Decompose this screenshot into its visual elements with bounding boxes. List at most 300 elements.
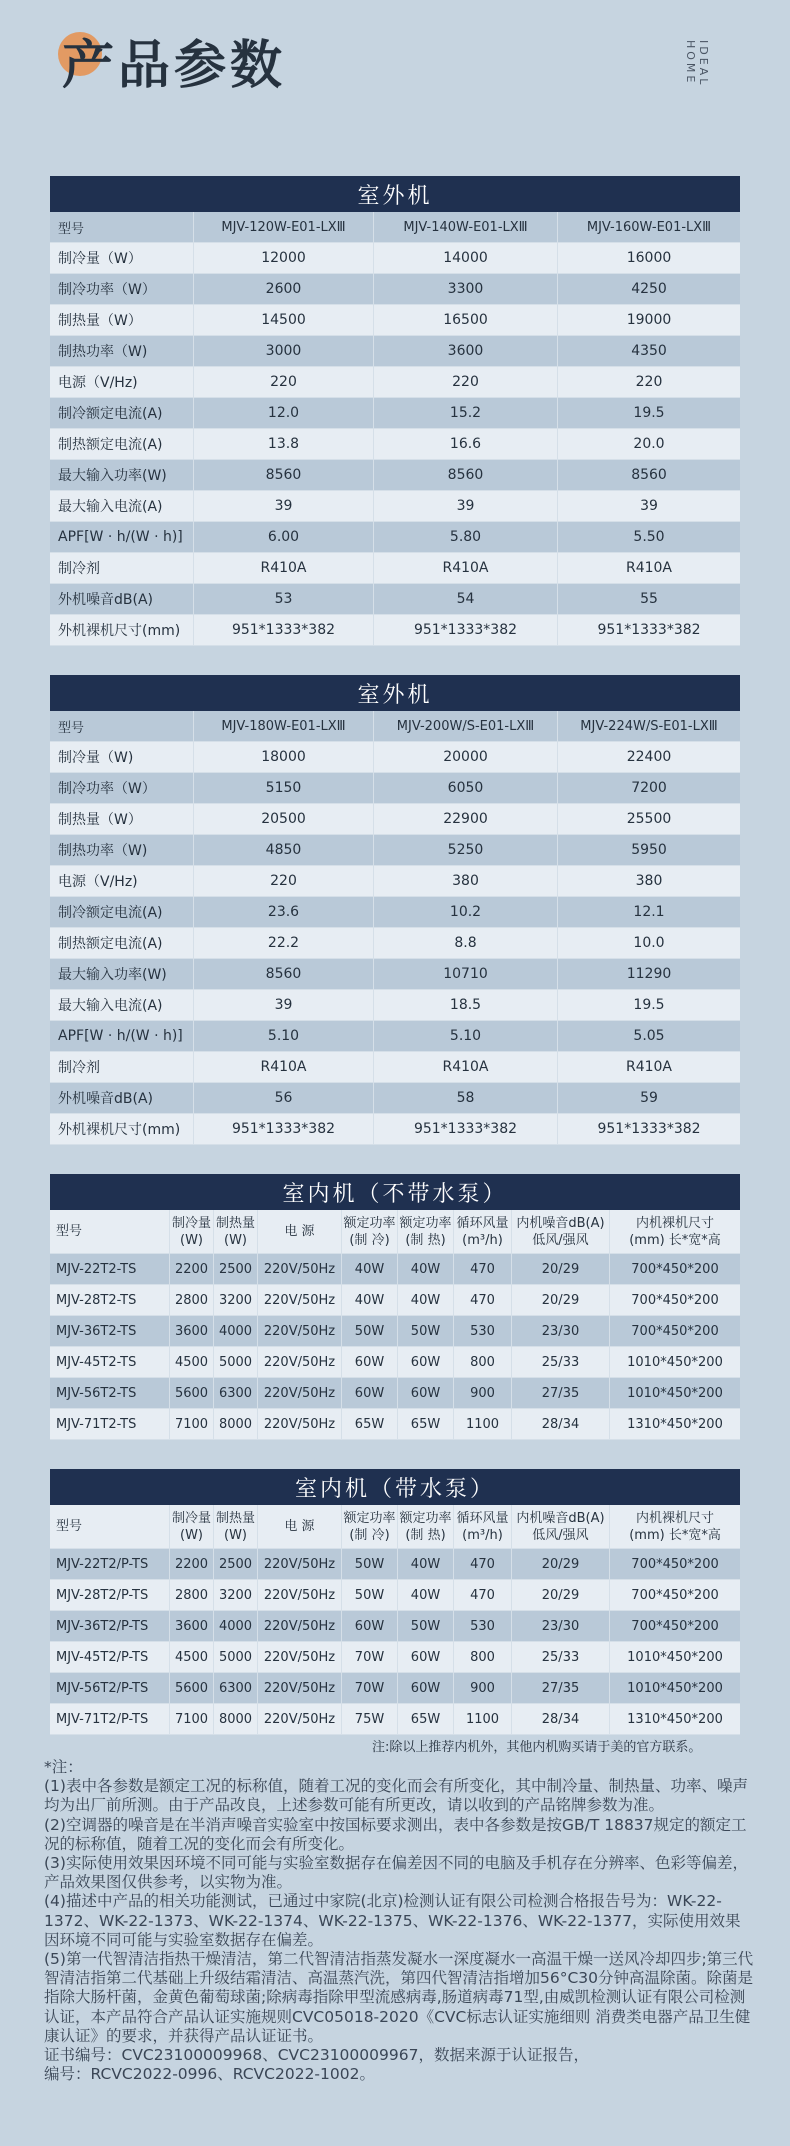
note-paragraph: 证书编号：CVC23100009968、CVC23100009967，数据来源于认证报告，: [44, 2046, 589, 2065]
row-value: 6300: [214, 1378, 258, 1409]
model-name: MJV-56T2-TS: [50, 1378, 170, 1409]
note-paragraph: 编号：RCVC2022-0996、RCVC2022-1002。: [44, 2065, 375, 2084]
row-label: 制热功率（W): [50, 336, 194, 367]
row-value: 2200: [170, 1254, 214, 1285]
row-value: 18000: [194, 742, 374, 773]
row-value: 50W: [398, 1611, 454, 1642]
row-value: 39: [558, 491, 740, 522]
column-header: [454, 1210, 512, 1254]
row-value: 700*450*200: [610, 1611, 740, 1642]
table-row: [50, 897, 740, 928]
row-value: 20000: [374, 742, 558, 773]
row-label: 制冷剂: [50, 1052, 194, 1083]
row-value: 1010*450*200: [610, 1673, 740, 1704]
row-value: 59: [558, 1083, 740, 1114]
row-value: R410A: [374, 553, 558, 584]
row-value: 3600: [374, 336, 558, 367]
row-value: 5.80: [374, 522, 558, 553]
row-value: 4500: [170, 1347, 214, 1378]
row-value: 13.8: [194, 429, 374, 460]
row-value: 5.50: [558, 522, 740, 553]
row-value: 40W: [398, 1580, 454, 1611]
row-value: 951*1333*382: [194, 615, 374, 646]
row-value: 700*450*200: [610, 1285, 740, 1316]
table-row: [50, 491, 740, 522]
row-value: 8000: [214, 1704, 258, 1735]
column-header-line: (W): [224, 1527, 247, 1543]
table-row: [50, 1083, 740, 1114]
column-header: [258, 1505, 342, 1549]
row-value: 39: [194, 491, 374, 522]
row-value: 19000: [558, 305, 740, 336]
row-value: 951*1333*382: [194, 1114, 374, 1145]
column-header: [258, 1210, 342, 1254]
row-value: 1010*450*200: [610, 1347, 740, 1378]
row-label: 电源（V/Hz): [50, 367, 194, 398]
row-value: 800: [454, 1642, 512, 1673]
model-label: 型号: [50, 711, 194, 742]
row-value: 700*450*200: [610, 1580, 740, 1611]
column-header-line: (m³/h): [462, 1232, 503, 1248]
notes-block: [44, 1758, 754, 2084]
column-header: [170, 1210, 214, 1254]
row-label: 外机噪音dB(A): [50, 584, 194, 615]
row-value: 23/30: [512, 1611, 610, 1642]
table-row: [50, 1347, 740, 1378]
row-label: 制热量（W）: [50, 305, 194, 336]
column-header-line: 内机裸机尺寸: [636, 1510, 715, 1526]
row-value: 700*450*200: [610, 1549, 740, 1580]
model-label: 型号: [50, 212, 194, 243]
column-header-line: (制 热): [405, 1527, 446, 1543]
column-header-line: 额定功率: [343, 1510, 396, 1526]
row-value: 220V/50Hz: [258, 1409, 342, 1440]
column-header: [170, 1505, 214, 1549]
model-name: MJV-180W-E01-LXⅢ: [194, 711, 374, 742]
table-row: [50, 1021, 740, 1052]
row-value: 40W: [398, 1285, 454, 1316]
brand-line-1: IDEAL: [697, 40, 710, 88]
row-value: 220V/50Hz: [258, 1642, 342, 1673]
row-value: 16000: [558, 243, 740, 274]
row-value: 951*1333*382: [374, 1114, 558, 1145]
table-row: [50, 1316, 740, 1347]
row-value: 2800: [170, 1580, 214, 1611]
row-value: 28/34: [512, 1409, 610, 1440]
row-value: 6050: [374, 773, 558, 804]
model-name: MJV-28T2-TS: [50, 1285, 170, 1316]
column-header: [50, 1210, 170, 1254]
row-value: 27/35: [512, 1378, 610, 1409]
row-value: 75W: [342, 1704, 398, 1735]
row-value: 20500: [194, 804, 374, 835]
row-label: 制热额定电流(A): [50, 429, 194, 460]
table-title: 室外机: [50, 675, 740, 711]
row-value: 70W: [342, 1642, 398, 1673]
note-paragraph: (5)第一代智清洁指热干燥清洁，第二代智清洁指蒸发凝水一深度凝水一高温干燥一送风冷却四步;第三代智清洁指第二代基础上升级结霜清洁、高温蒸汽洗，第四代智清洁指增加56°C30分钟高温除菌。除菌是指除大肠杆菌，金黄色葡萄球菌;除病毒指除甲型流感病毒,肠道病毒71型,由威凯检测认证有限公司检测认证，本产品符合产品认证实施规则CVC05018-2020《CVC标志认证实施细则 消费类电器产品卫生健康认证》的要求，并获得产品认证证书。: [44, 1950, 754, 2045]
row-value: 3300: [374, 274, 558, 305]
table-row: [50, 553, 740, 584]
row-value: 10.2: [374, 897, 558, 928]
row-value: 220: [374, 367, 558, 398]
column-header: [342, 1505, 398, 1549]
table-row: [50, 398, 740, 429]
row-label: APF[W · h/(W · h)]: [50, 522, 194, 553]
row-value: 50W: [398, 1316, 454, 1347]
row-label: 制冷剂: [50, 553, 194, 584]
table-row: [50, 1254, 740, 1285]
column-header-line: 内机噪音dB(A): [516, 1510, 605, 1526]
note-paragraph: (2)空调器的噪音是在半消声噪音实验室中按国标要求测出，表中各参数是按GB/T 18837规定的额定工况的标称值，随着工况的变化而会有所变化。: [44, 1815, 747, 1853]
model-name: MJV-160W-E01-LXⅢ: [558, 212, 740, 243]
row-value: 5.10: [374, 1021, 558, 1052]
table-header-row: [50, 1174, 740, 1210]
row-value: 380: [374, 866, 558, 897]
row-label: 制热量（W）: [50, 804, 194, 835]
row-value: 800: [454, 1347, 512, 1378]
model-name: MJV-22T2/P-TS: [50, 1549, 170, 1580]
row-value: 220V/50Hz: [258, 1316, 342, 1347]
row-label: 最大输入电流(A): [50, 491, 194, 522]
row-value: 530: [454, 1611, 512, 1642]
row-value: 1100: [454, 1704, 512, 1735]
row-value: 25/33: [512, 1347, 610, 1378]
table-title: 室内机（不带水泵）: [50, 1174, 740, 1210]
note-paragraph: *注：: [44, 1758, 83, 1776]
row-label: 制冷额定电流(A): [50, 398, 194, 429]
table-row: [50, 1549, 740, 1580]
table-row: [50, 990, 740, 1021]
note-paragraph: (3)实际使用效果因环境不同可能与实验室数据存在偏差因不同的电脑及手机存在分辨率、色彩等偏差，产品效果图仅供参考，以实物为准。: [44, 1854, 748, 1892]
row-value: 60W: [398, 1378, 454, 1409]
row-value: 220V/50Hz: [258, 1285, 342, 1316]
column-header-line: 制冷量: [171, 1510, 211, 1526]
column-header-line: 制热量: [215, 1215, 255, 1231]
row-value: 951*1333*382: [374, 615, 558, 646]
row-label: 制冷量（W): [50, 742, 194, 773]
row-value: 8.8: [374, 928, 558, 959]
row-value: 60W: [398, 1347, 454, 1378]
row-value: 27/35: [512, 1673, 610, 1704]
row-value: 5150: [194, 773, 374, 804]
row-value: 4500: [170, 1642, 214, 1673]
note-paragraph: (1)表中各参数是额定工况的标称值，随着工况的变化而会有所变化，其中制冷量、制热量、功率、噪声均为出厂前所测。由于产品改良，上述参数可能有所更改，请以收到的产品铭牌参数为准。: [44, 1777, 748, 1815]
row-value: 12.1: [558, 897, 740, 928]
row-value: 2600: [194, 274, 374, 305]
row-value: 530: [454, 1316, 512, 1347]
row-label: 外机裸机尺寸(mm): [50, 1114, 194, 1145]
column-header-line: 制冷量: [171, 1215, 211, 1231]
table-row: [50, 522, 740, 553]
column-header-line: 额定功率: [399, 1215, 452, 1231]
column-header: [50, 1505, 170, 1549]
row-value: 7100: [170, 1409, 214, 1440]
column-header-line: 型号: [56, 1519, 83, 1534]
table-row: [50, 615, 740, 646]
row-value: 5600: [170, 1378, 214, 1409]
table-header-row: [50, 1469, 740, 1505]
table-title: 室外机: [50, 176, 740, 212]
row-value: 60W: [342, 1378, 398, 1409]
row-value: 220: [194, 367, 374, 398]
table-title: 室内机（带水泵）: [50, 1469, 740, 1505]
row-value: 3200: [214, 1285, 258, 1316]
row-value: 12000: [194, 243, 374, 274]
row-value: 19.5: [558, 990, 740, 1021]
row-value: 50W: [342, 1316, 398, 1347]
column-header-line: 制热量: [215, 1510, 255, 1526]
row-value: 53: [194, 584, 374, 615]
table-row: [50, 1285, 740, 1316]
row-value: 700*450*200: [610, 1254, 740, 1285]
row-value: 220V/50Hz: [258, 1611, 342, 1642]
table-header-row: [50, 176, 740, 212]
column-header-line: 循环风量: [456, 1510, 509, 1526]
model-row: [50, 711, 740, 742]
row-value: 951*1333*382: [558, 1114, 740, 1145]
table-row: [50, 1580, 740, 1611]
column-header-line: (制 冷): [349, 1527, 390, 1543]
table-row: [50, 1052, 740, 1083]
column-header-line: (制 冷): [349, 1232, 390, 1248]
row-value: 2800: [170, 1285, 214, 1316]
row-value: 1310*450*200: [610, 1409, 740, 1440]
row-value: 54: [374, 584, 558, 615]
model-name: MJV-224W/S-E01-LXⅢ: [558, 711, 740, 742]
row-value: 2200: [170, 1549, 214, 1580]
outdoor-table-1: [50, 176, 740, 646]
row-value: 1010*450*200: [610, 1378, 740, 1409]
row-value: 11290: [558, 959, 740, 990]
row-value: 470: [454, 1580, 512, 1611]
row-value: 16.6: [374, 429, 558, 460]
table-row: [50, 243, 740, 274]
model-row: [50, 212, 740, 243]
page-title: 产品参数: [62, 36, 287, 96]
column-header-line: (m³/h): [462, 1527, 503, 1543]
row-value: 65W: [398, 1409, 454, 1440]
row-value: 470: [454, 1285, 512, 1316]
row-value: 3200: [214, 1580, 258, 1611]
row-value: 10.0: [558, 928, 740, 959]
row-value: 6.00: [194, 522, 374, 553]
row-label: 电源（V/Hz): [50, 866, 194, 897]
column-header-line: 电 源: [284, 1224, 315, 1239]
row-value: 40W: [398, 1254, 454, 1285]
row-label: 制热额定电流(A): [50, 928, 194, 959]
table-row: [50, 1378, 740, 1409]
column-header: [610, 1505, 740, 1549]
row-value: 220V/50Hz: [258, 1254, 342, 1285]
row-label: 制热功率（W): [50, 835, 194, 866]
row-value: 900: [454, 1673, 512, 1704]
row-label: 制冷额定电流(A): [50, 897, 194, 928]
row-value: R410A: [558, 1052, 740, 1083]
column-header: [454, 1505, 512, 1549]
row-value: 10710: [374, 959, 558, 990]
model-name: MJV-120W-E01-LXⅢ: [194, 212, 374, 243]
row-value: 3600: [170, 1611, 214, 1642]
row-label: 最大输入电流(A): [50, 990, 194, 1021]
table-row: [50, 1114, 740, 1145]
row-value: 1100: [454, 1409, 512, 1440]
column-header-row: [50, 1505, 740, 1549]
row-value: 8000: [214, 1409, 258, 1440]
table-row: [50, 1642, 740, 1673]
column-header-line: 额定功率: [343, 1215, 396, 1231]
row-value: 4000: [214, 1316, 258, 1347]
row-value: 700*450*200: [610, 1316, 740, 1347]
column-header: [398, 1210, 454, 1254]
row-label: 外机裸机尺寸(mm): [50, 615, 194, 646]
footnote: 注:除以上推荐内机外，其他内机购买请于美的官方联系。: [372, 1740, 702, 1755]
column-header: [512, 1505, 610, 1549]
row-value: 3600: [170, 1316, 214, 1347]
row-value: 65W: [398, 1704, 454, 1735]
row-value: 220V/50Hz: [258, 1580, 342, 1611]
row-value: 40W: [398, 1549, 454, 1580]
column-header-line: 内机裸机尺寸: [636, 1215, 715, 1231]
title-block: [62, 34, 286, 98]
table-row: [50, 367, 740, 398]
row-value: 6300: [214, 1673, 258, 1704]
row-value: 23.6: [194, 897, 374, 928]
row-value: 20.0: [558, 429, 740, 460]
model-name: MJV-200W/S-E01-LXⅢ: [374, 711, 558, 742]
row-value: 5.10: [194, 1021, 374, 1052]
row-value: 5.05: [558, 1021, 740, 1052]
column-header-line: (W): [180, 1232, 203, 1248]
row-value: 19.5: [558, 398, 740, 429]
row-value: 8560: [374, 460, 558, 491]
model-name: MJV-28T2/P-TS: [50, 1580, 170, 1611]
row-value: 220V/50Hz: [258, 1347, 342, 1378]
row-value: 5000: [214, 1642, 258, 1673]
row-value: 20/29: [512, 1580, 610, 1611]
indoor-table-no-pump: [50, 1174, 740, 1440]
table-row: [50, 742, 740, 773]
row-value: 56: [194, 1083, 374, 1114]
row-value: 55: [558, 584, 740, 615]
row-value: 70W: [342, 1673, 398, 1704]
row-value: 39: [374, 491, 558, 522]
row-value: 5000: [214, 1347, 258, 1378]
table-row: [50, 1611, 740, 1642]
row-value: 23/30: [512, 1316, 610, 1347]
row-label: 制冷功率（W）: [50, 274, 194, 305]
row-value: 8560: [558, 460, 740, 491]
table-row: [50, 460, 740, 491]
row-value: 20/29: [512, 1285, 610, 1316]
row-label: 最大输入功率(W): [50, 959, 194, 990]
row-value: 60W: [398, 1673, 454, 1704]
row-value: 220: [558, 367, 740, 398]
row-value: 5950: [558, 835, 740, 866]
row-value: 7100: [170, 1704, 214, 1735]
column-header: [610, 1210, 740, 1254]
row-value: 39: [194, 990, 374, 1021]
model-name: MJV-71T2-TS: [50, 1409, 170, 1440]
row-value: 20/29: [512, 1549, 610, 1580]
table-row: [50, 429, 740, 460]
row-value: 8560: [194, 959, 374, 990]
model-name: MJV-36T2-TS: [50, 1316, 170, 1347]
brand-line-2: HOME: [684, 40, 697, 86]
row-value: 7200: [558, 773, 740, 804]
row-value: 22900: [374, 804, 558, 835]
model-name: MJV-22T2-TS: [50, 1254, 170, 1285]
table-row: [50, 336, 740, 367]
column-header-line: 低风/强风: [532, 1232, 589, 1248]
row-value: 380: [558, 866, 740, 897]
table-row: [50, 835, 740, 866]
table-row: [50, 1409, 740, 1440]
column-header-line: (制 热): [405, 1232, 446, 1248]
row-label: 外机噪音dB(A): [50, 1083, 194, 1114]
row-value: 60W: [342, 1347, 398, 1378]
table-header-row: [50, 675, 740, 711]
table-row: [50, 274, 740, 305]
row-value: 4350: [558, 336, 740, 367]
row-value: 14500: [194, 305, 374, 336]
row-value: 60W: [398, 1642, 454, 1673]
row-value: 1310*450*200: [610, 1704, 740, 1735]
column-header-line: 低风/强风: [532, 1527, 589, 1543]
row-value: 1010*450*200: [610, 1642, 740, 1673]
row-value: 65W: [342, 1409, 398, 1440]
outdoor-table-2: [50, 675, 740, 1145]
row-value: 22400: [558, 742, 740, 773]
column-header: [214, 1210, 258, 1254]
table-row: [50, 959, 740, 990]
row-value: R410A: [374, 1052, 558, 1083]
column-header: [342, 1210, 398, 1254]
column-header-line: 循环风量: [456, 1215, 509, 1231]
row-value: R410A: [194, 1052, 374, 1083]
row-value: 5250: [374, 835, 558, 866]
table-row: [50, 1704, 740, 1735]
model-name: MJV-45T2-TS: [50, 1347, 170, 1378]
row-value: R410A: [194, 553, 374, 584]
column-header-line: (mm) 长*宽*高: [629, 1527, 721, 1543]
table-row: [50, 305, 740, 336]
row-value: 14000: [374, 243, 558, 274]
column-header-line: 电 源: [284, 1519, 315, 1534]
column-header-row: [50, 1210, 740, 1254]
row-value: 220V/50Hz: [258, 1549, 342, 1580]
row-value: 50W: [342, 1580, 398, 1611]
row-value: 2500: [214, 1549, 258, 1580]
brand-vertical-text: [684, 40, 710, 87]
row-value: 220: [194, 866, 374, 897]
row-value: 2500: [214, 1254, 258, 1285]
note-paragraph: (4)描述中产品的相关功能测试，已通过中家院(北京)检测认证有限公司检测合格报告号为：WK-22-1372、WK-22-1373、WK-22-1374、WK-22-1375、WK-22-1376、WK-22-1377，实际使用效果因环境不同可能与实验室数据存在偏差。: [44, 1892, 741, 1949]
column-header: [512, 1210, 610, 1254]
row-label: 制冷量（W）: [50, 243, 194, 274]
column-header-line: 内机噪音dB(A): [516, 1215, 605, 1231]
row-value: 60W: [342, 1611, 398, 1642]
row-value: 25500: [558, 804, 740, 835]
row-value: 8560: [194, 460, 374, 491]
column-header: [398, 1505, 454, 1549]
row-value: 40W: [342, 1285, 398, 1316]
row-value: 28/34: [512, 1704, 610, 1735]
row-value: 58: [374, 1083, 558, 1114]
row-value: 4850: [194, 835, 374, 866]
table-row: [50, 1673, 740, 1704]
model-name: MJV-45T2/P-TS: [50, 1642, 170, 1673]
row-value: 220V/50Hz: [258, 1704, 342, 1735]
